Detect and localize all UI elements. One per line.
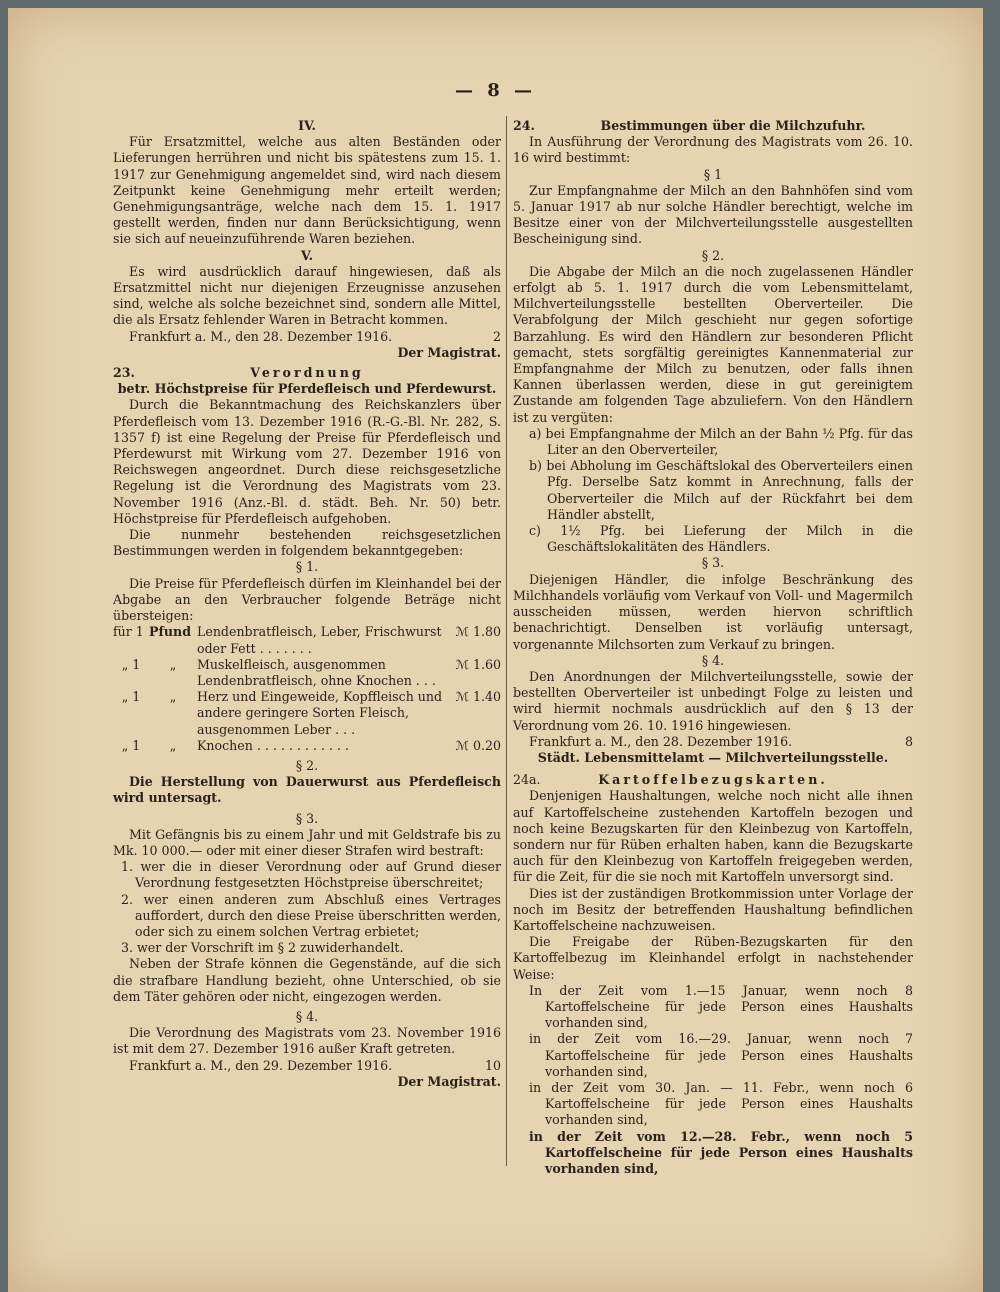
signature-number: 8	[904, 733, 913, 749]
section-3-heading: § 3.	[701, 555, 725, 571]
signature-place-date: Frankfurt a. M., den 28. Dezember 1916.	[529, 733, 793, 749]
article-23-intro: Durch die Bekanntmachung des Reichskanzlers über Pferdefleisch vom 13. Dezember 1916 (R.-G.-Bl. Nr. 282, S. 1357 f) ist eine Regelung der Preise für Pferdefleisch und Pferdewurst mit Wirkung vom 27. Dezember 1916 von Reichswegen angeordnet. Durch diese reichsgesetzliche Regelung ist die Verordnung des Magistrats vom 23. November 1916 (Anz.-Bl. d. städt. Beh. Nr. 50) betr. Höchstpreise für Pferdefleisch aufgehoben.	[113, 397, 501, 526]
signature-line	[113, 329, 501, 345]
document-page	[8, 8, 983, 1292]
column-divider	[506, 116, 507, 1166]
list-item: In der Zeit vom 1.—15 Januar, wenn noch 8 Kartoffelscheine für jede Person eines Haushalts vorhanden sind,	[529, 982, 913, 1031]
list-item: b) bei Abholung im Geschäftslokal des Oberverteilers einen Pfg. Derselbe Satz kommt in Anrechnung, falls der Oberverteiler die Milch auf der Rückfahrt bei dem Händler abstellt,	[529, 458, 913, 522]
article-subtitle: betr. Höchstpreise für Pferdefleisch und Pferdewurst.	[117, 381, 497, 397]
section-2-heading: § 2.	[701, 247, 725, 263]
signature-place-date: Frankfurt a. M., den 28. Dezember 1916.	[129, 328, 393, 344]
article-number: 24a.	[513, 772, 541, 788]
section-2-text: Die Abgabe der Milch an die noch zugelassenen Händler erfolgt ab 5. 1. 1917 durch die vom Lebensmittelamt, Milchverteilungsstelle bestellten Oberverteiler. Die Verabfolgung der Milch geschieht nur gegen sofortige Barzahlung. Es wird den Händlern zur besonderen Pflicht gemacht, stets sorgfältig gereinigtes Kannenmaterial zur Empfangnahme der Milch zu benutzen, oder falls ihnen Kannen überlassen werden, diese in gut gereinigtem Zustande am folgenden Tage abzuliefern. Von den Händlern ist zu vergüten:	[513, 263, 913, 425]
right-column	[513, 118, 913, 1177]
paragraph-3-text-2: Neben der Strafe können die Gegenstände, auf die sich die strafbare Handlung bezieht, ohne Unterschied, ob sie dem Täter gehören oder nicht, eingezogen werden.	[113, 956, 501, 1004]
list-item: 2. wer einen anderen zum Abschluß eines Vertrages auffordert, durch den diese Preise überschritten werden, oder sich zu einem solchen Vertrag erbietet;	[121, 891, 502, 939]
paragraph-4-text: Die Verordnung des Magistrats vom 23. November 1916 ist mit dem 27. Dezember 1916 außer Kraft getreten.	[113, 1025, 501, 1057]
page-number: — 8 —	[454, 80, 537, 101]
section-iv-text: Für Ersatzmittel, welche aus alten Beständen oder Lieferungen herrühren und nicht bis spätestens zum 15. 1. 1917 zur Genehmigung angemeldet sind, wird nach diesem Zeitpunkt keine Genehmigung mehr erteilt werden; Genehmigungsanträge, welche nach dem 15. 1. 1917 gestellt werden, finden nur dann Berücksichtigung, wenn sie sich auf neueinzuführende Waren beziehen.	[113, 134, 501, 247]
paragraph-2-text: Die Herstellung von Dauerwurst aus Pferdefleisch wird untersagt.	[113, 774, 501, 806]
section-1-text: Zur Empfangnahme der Milch an den Bahnhöfen sind vom 5. Januar 1917 ab nur solche Händler berechtigt, welche im Besitze einer von der Milchverteilungsstelle ausgestellten Bescheinigung sind.	[513, 182, 913, 247]
article-number: 23.	[113, 365, 135, 381]
left-column	[113, 118, 501, 1090]
signature-org: Der Magistrat.	[397, 344, 501, 360]
list-item: c) 1½ Pfg. bei Lieferung der Milch in die Geschäftslokalitäten des Händlers.	[529, 523, 913, 555]
signature-org: Der Magistrat.	[397, 1073, 501, 1089]
paragraph-4-heading: § 4.	[295, 1008, 319, 1024]
article-24-header	[513, 118, 913, 134]
section-4-text: Den Anordnungen der Milchverteilungsstelle, sowie der bestellten Oberverteiler ist unbedingt Folge zu leisten und wird hiermit nochmals ausdrücklich auf den § 13 der Verordnung vom 26. 10. 1916 hingewiesen.	[513, 668, 913, 733]
list-item: 1. wer die in dieser Verordnung oder auf Grund dieser Verordnung festgesetzten Höchstpreise überschreitet;	[121, 859, 501, 891]
article-24a-text-1: Denjenigen Haushaltungen, welche noch nicht alle ihnen auf Kartoffelscheine zustehenden Kartoffeln bezogen und noch keine Bezugskarten für den Kleinbezug von Kartoffeln, sondern nur für Rüben erhalten haben, kann die Bezugskarte auch für den Kleinbezug von Kartoffeln freigegeben werden, für die Zeit, für die sie noch mit Kartoffeln unversorgt sind.	[513, 788, 913, 885]
paragraph-3-heading: § 3.	[295, 810, 319, 826]
list-item: in der Zeit vom 16.—29. Januar, wenn noch 7 Kartoffelscheine für jede Person eines Haushalts vorhanden sind,	[529, 1031, 913, 1079]
section-v-text: Es wird ausdrücklich darauf hingewiesen, daß als Ersatzmittel nicht nur diejenigen Erzeugnisse anzusehen sind, welche als solche bezeichnet sind, sondern alle Mittel, die als Ersatz fehlender Waren in Betracht kommen.	[113, 263, 501, 328]
price-row: für 1 Pfund Lendenbratfleisch, Leber, Frischwurst oder Fett . . . . . . . ℳ 1.80	[113, 624, 501, 656]
paragraph-1-text: Die Preise für Pferdefleisch dürfen im Kleinhandel bei der Abgabe an den Verbraucher folgende Beträge nicht übersteigen:	[113, 575, 501, 624]
paragraph-3-text: Mit Gefängnis bis zu einem Jahr und mit Geldstrafe bis zu Mk. 10 000.— oder mit einer dieser Strafen wird bestraft:	[113, 826, 501, 858]
price-row: „ 1 „ Knochen . . . . . . . . . . . . ℳ 0.20	[121, 737, 501, 753]
article-24a-header	[513, 772, 913, 788]
article-title: Kartoffelbezugskarten.	[598, 772, 828, 788]
section-1-heading: § 1	[703, 166, 723, 182]
price-row: „ 1 „ Muskelfleisch, ausgenommen Lendenbratfleisch, ohne Knochen . . . ℳ 1.60	[121, 656, 501, 688]
section-v-heading: V.	[301, 247, 313, 263]
list-item: 3. wer der Vorschrift im § 2 zuwiderhandelt.	[121, 940, 404, 956]
article-23-header	[113, 365, 501, 381]
price-row: „ 1 „ Herz und Eingeweide, Kopffleisch und andere geringere Sorten Fleisch, ausgenommen Leber . . . ℳ 1.40	[121, 689, 501, 737]
signature-place-date: Frankfurt a. M., den 29. Dezember 1916.	[129, 1057, 393, 1073]
list-item: in der Zeit vom 30. Jan. — 11. Febr., wenn noch 6 Kartoffelscheine für jede Person eines Haushalts vorhanden sind,	[529, 1079, 913, 1128]
list-item: in der Zeit vom 12.—28. Febr., wenn noch 5 Kartoffelscheine für jede Person eines Haushalts vorhanden sind,	[529, 1128, 913, 1176]
article-24-intro: In Ausführung der Verordnung des Magistrats vom 26. 10. 16 wird bestimmt:	[513, 134, 913, 166]
article-23-intro-2: Die nunmehr bestehenden reichsgesetzlichen Bestimmungen werden in folgendem bekanntgegeben:	[113, 527, 501, 559]
section-4-heading: § 4.	[701, 652, 725, 668]
article-24a-text-3: Die Freigabe der Rüben-Bezugskarten für den Kartoffelbezug im Kleinhandel erfolgt in nachstehender Weise:	[513, 934, 913, 982]
signature-line	[513, 734, 913, 750]
article-24a-text-2: Dies ist der zuständigen Brotkommission unter Vorlage der noch im Besitz der betreffenden Haushaltung befindlichen Kartoffelscheine nachzuweisen.	[513, 885, 913, 933]
price-table	[113, 624, 501, 754]
paragraph-2-heading: § 2.	[295, 757, 319, 773]
article-title: Verordnung	[250, 365, 364, 381]
signature-line	[113, 1058, 501, 1074]
article-title: Bestimmungen über die Milchzufuhr.	[600, 118, 866, 133]
signature-number: 10	[484, 1057, 501, 1073]
signature-org: Städt. Lebensmittelamt — Milchverteilungsstelle.	[537, 749, 889, 765]
section-iv-heading: IV.	[298, 118, 316, 133]
article-number: 24.	[513, 118, 535, 133]
section-3-text: Diejenigen Händler, die infolge Beschränkung des Milchhandels vorläufig vom Verkauf von Voll- und Magermilch ausscheiden müssen, werden hiervon schriftlich benachrichtigt. Denselben ist vorläufig untersagt, vorgenannte Milchsorten zum Verkauf zu bringen.	[513, 571, 913, 652]
list-item: a) bei Empfangnahme der Milch an der Bahn ½ Pfg. für das Liter an den Oberverteiler,	[529, 425, 913, 458]
signature-number: 2	[492, 328, 501, 344]
paragraph-1-heading: § 1.	[295, 559, 319, 575]
